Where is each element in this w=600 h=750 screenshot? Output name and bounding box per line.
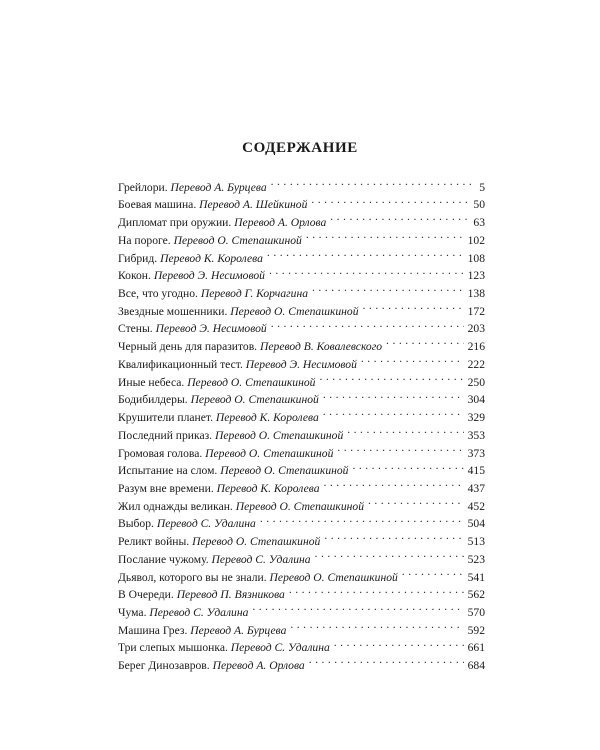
dot-leader <box>312 279 464 297</box>
dot-leader <box>309 651 464 669</box>
dot-leader <box>363 297 464 315</box>
page-number: 452 <box>467 499 485 513</box>
entry-label <box>118 480 320 498</box>
translator-credit: Перевод В. Ковалевского <box>260 340 383 354</box>
translator-credit: Перевод Г. Корчагина <box>200 287 309 301</box>
story-title: Разум вне времени. <box>118 481 214 495</box>
dot-leader <box>323 403 464 421</box>
dot-leader <box>260 510 464 528</box>
translator-credit: Перевод О. Степашкиной <box>269 570 398 584</box>
page-title: СОДЕРЖАНИЕ <box>242 140 358 156</box>
page-number: 102 <box>467 233 485 247</box>
entry-label <box>118 214 326 232</box>
dot-leader <box>315 545 464 563</box>
translator-credit: Перевод О. Степашкиной <box>192 535 321 549</box>
page-number: 353 <box>467 428 485 442</box>
story-title: Крушители планет. <box>118 411 213 425</box>
story-title: Реликт войны. <box>118 535 190 549</box>
story-title: Гибрид. <box>118 251 158 265</box>
dot-leader <box>324 474 464 492</box>
dot-leader <box>352 457 463 475</box>
page-number: 541 <box>467 570 485 584</box>
story-title: Послание чужому. <box>118 552 209 566</box>
story-title: Громовая голова. <box>118 446 203 460</box>
entry-label <box>118 657 305 675</box>
story-title: Бодибилдеры. <box>118 393 188 407</box>
entry-label <box>118 267 265 285</box>
page-number: 108 <box>467 251 485 265</box>
translator-credit: Перевод С. Удалина <box>230 641 330 655</box>
page-number: 216 <box>467 340 485 354</box>
toc-entry <box>118 173 485 194</box>
dot-leader <box>386 332 464 350</box>
story-title: Три слепых мышонка. <box>118 641 228 655</box>
entry-label <box>118 462 348 480</box>
page-number: 5 <box>479 180 485 194</box>
story-title: Звездные мошенники. <box>118 304 228 318</box>
page-number: 172 <box>467 304 485 318</box>
dot-leader <box>402 563 464 581</box>
story-title: Все, что угодно. <box>118 287 198 301</box>
translator-credit: Перевод О. Степашкиной <box>215 428 344 442</box>
translator-credit: Перевод Э. Несимовой <box>153 269 265 283</box>
translator-credit: Перевод А. Шейкиной <box>199 198 308 212</box>
translator-credit: Перевод О. Степашкиной <box>220 464 349 478</box>
page-number: 684 <box>467 659 485 673</box>
page-number: 250 <box>467 375 485 389</box>
page-number: 562 <box>467 588 485 602</box>
entry-label <box>118 445 333 463</box>
translator-credit: Перевод П. Вязникова <box>176 588 285 602</box>
story-title: Берег Динозавров. <box>118 659 210 673</box>
translator-credit: Перевод О. Степашкиной <box>173 233 302 247</box>
entry-label <box>118 409 319 427</box>
translator-credit: Перевод А. Бурцева <box>170 180 267 194</box>
translator-credit: Перевод О. Степашкиной <box>205 446 334 460</box>
page-number: 373 <box>467 446 485 460</box>
dot-leader <box>290 616 463 634</box>
dot-leader <box>319 368 463 386</box>
entry-label <box>118 622 286 640</box>
entry-label <box>118 320 267 338</box>
story-title: Иные небеса. <box>118 375 185 389</box>
entry-label <box>118 604 248 622</box>
entry-label <box>118 374 315 392</box>
translator-credit: Перевод Э. Несимовой <box>155 322 267 336</box>
page-number: 123 <box>467 269 485 283</box>
dot-leader <box>267 244 464 262</box>
page-number: 504 <box>467 517 485 531</box>
story-title: Испытание на слом. <box>118 464 218 478</box>
translator-credit: Перевод О. Степашкиной <box>230 304 359 318</box>
story-title: Последний приказ. <box>118 428 213 442</box>
dot-leader <box>306 226 464 244</box>
dot-leader <box>324 527 463 545</box>
story-title: Машина Грез. <box>118 623 188 637</box>
translator-credit: Перевод Э. Несимовой <box>245 357 357 371</box>
story-title: Жил однажды великан. <box>118 499 233 513</box>
story-title: Чума. <box>118 605 147 619</box>
story-title: Грейлори. <box>118 180 168 194</box>
translator-credit: Перевод К. Королева <box>216 481 320 495</box>
page-number: 50 <box>473 198 485 212</box>
story-title: Боевая машина. <box>118 198 197 212</box>
page-number: 570 <box>467 605 485 619</box>
dot-leader <box>271 315 464 333</box>
page-number: 592 <box>467 623 485 637</box>
entry-label <box>118 427 343 445</box>
entry-label <box>118 250 263 268</box>
translator-credit: Перевод К. Королева <box>160 251 263 265</box>
dot-leader <box>337 439 463 457</box>
page-number: 138 <box>467 287 485 301</box>
dot-leader <box>289 581 464 599</box>
dot-leader <box>269 262 464 280</box>
page-number: 304 <box>467 393 485 407</box>
page-number: 63 <box>473 216 485 230</box>
page-number: 513 <box>467 535 485 549</box>
translator-credit: Перевод А. Орлова <box>234 216 327 230</box>
page-number: 222 <box>467 357 485 371</box>
dot-leader <box>334 634 464 652</box>
entry-label <box>118 391 319 409</box>
entry-label <box>118 338 382 356</box>
translator-credit: Перевод С. Удалина <box>211 552 311 566</box>
dot-leader <box>368 492 464 510</box>
translator-credit: Перевод С. Удалина <box>149 605 249 619</box>
translator-credit: Перевод О. Степашкиной <box>190 393 319 407</box>
translator-credit: Перевод О. Степашкиной <box>187 375 316 389</box>
story-title: Квалификационный тест. <box>118 357 243 371</box>
entry-label <box>118 196 307 214</box>
story-title: Дьявол, которого вы не знали. <box>118 570 267 584</box>
page-number: 523 <box>467 552 485 566</box>
dot-leader <box>361 350 464 368</box>
dot-leader <box>323 386 464 404</box>
story-title: Стены. <box>118 322 153 336</box>
translator-credit: Перевод О. Степашкиной <box>235 499 364 513</box>
entry-label <box>118 533 320 551</box>
page-number: 203 <box>467 322 485 336</box>
entry-label <box>118 285 308 303</box>
story-title: Выбор. <box>118 517 154 531</box>
story-title: В Очереди. <box>118 588 174 602</box>
page-number: 437 <box>467 481 485 495</box>
translator-credit: Перевод А. Бурцева <box>190 623 287 637</box>
dot-leader <box>271 173 476 191</box>
story-title: Черный день для паразитов. <box>118 340 258 354</box>
dot-leader <box>252 598 463 616</box>
entry-label <box>118 551 311 569</box>
story-title: Дипломат при оружии. <box>118 216 232 230</box>
dot-leader <box>311 191 469 209</box>
story-title: Кокон. <box>118 269 151 283</box>
dot-leader <box>347 421 463 439</box>
translator-credit: Перевод К. Королева <box>215 411 319 425</box>
toc-list <box>118 173 485 673</box>
page-number: 415 <box>467 464 485 478</box>
page-number: 329 <box>467 411 485 425</box>
entry-label <box>118 515 256 533</box>
entry-label <box>118 179 267 197</box>
entry-label <box>118 639 330 657</box>
story-title: На пороге. <box>118 233 171 247</box>
dot-leader <box>330 208 469 226</box>
translator-credit: Перевод С. Удалина <box>156 517 256 531</box>
translator-credit: Перевод А. Орлова <box>212 659 305 673</box>
page-number: 661 <box>467 641 485 655</box>
